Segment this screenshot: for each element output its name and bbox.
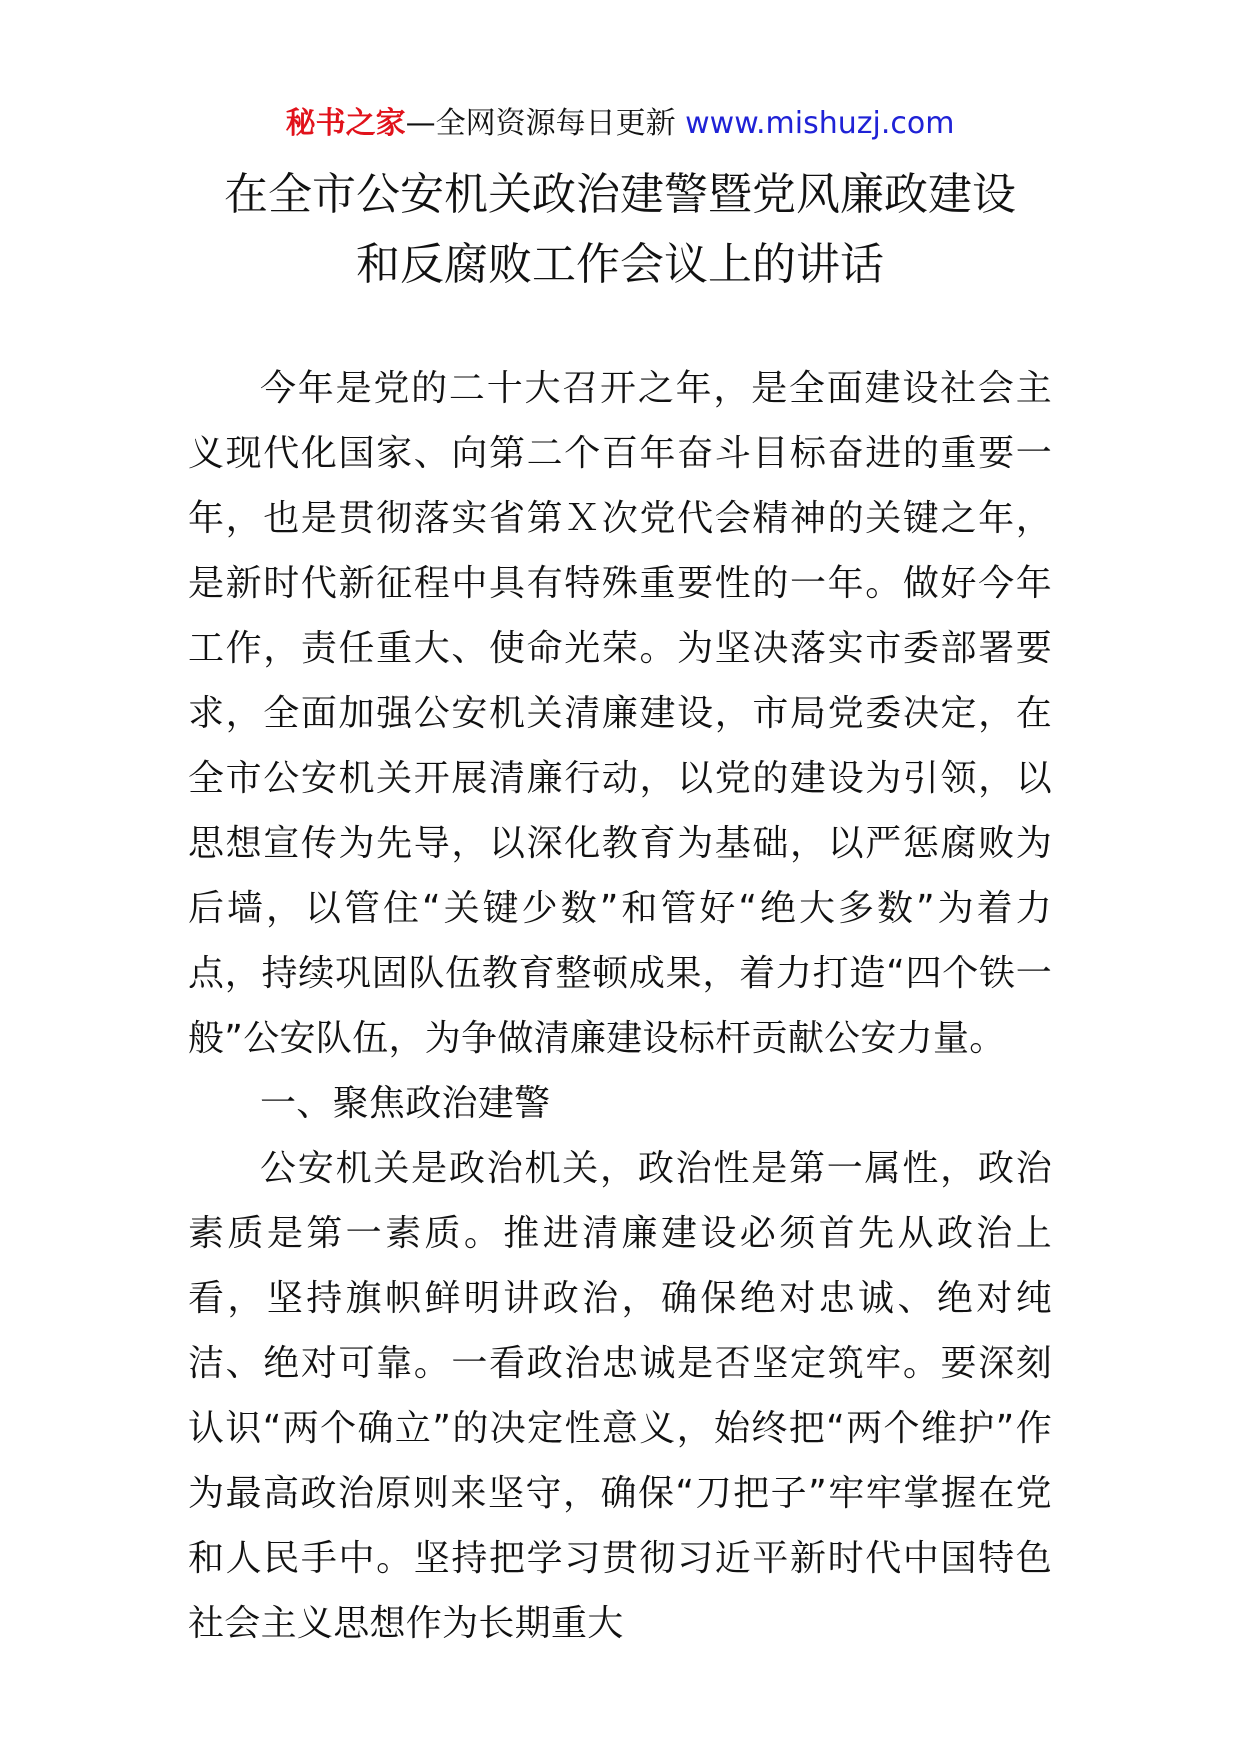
body-paragraph-1: 今年是党的二十大召开之年，是全面建设社会主义现代化国家、向第二个百年奋斗目标奋进的重要一年，也是贯彻落实省第Ｘ次党代会精神的关键之年，是新时代新征程中具有特殊重要性的一年。做好今年工作，责任重大、使命光荣。为坚决落实市委部署要求，全面加强公安机关清廉建设，市局党委决定，在全市公安机关开展清廉行动，以党的建设为引领，以思想宣传为先导，以深化教育为基础，以严惩腐败为后墙，以管住“关键少数”和管好“绝大多数”为着力点，持续巩固队伍教育整顿成果，着力打造“四个铁一般”公安队伍，为争做清廉建设标杆贡献公安力量。 <box>188 368 1052 1059</box>
document-body <box>188 356 1052 1656</box>
site-url[interactable]: www.mishuzj.com <box>685 106 955 141</box>
title-line-2: 和反腐败工作会议上的讲话 <box>356 239 884 290</box>
banner-slogan: —全网资源每日更新 <box>405 106 676 141</box>
body-paragraph-2: 公安机关是政治机关，政治性是第一属性，政治素质是第一素质。推进清廉建设必须首先从政治上看，坚持旗帜鲜明讲政治，确保绝对忠诚、绝对纯洁、绝对可靠。一看政治忠诚是否坚定筑牢。要深刻认识“两个确立”的决定性意义，始终把“两个维护”作为最高政治原则来坚守，确保“刀把子”牢牢掌握在党和人民手中。坚持把学习贯彻习近平新时代中国特色社会主义思想作为长期重大 <box>188 1148 1052 1644</box>
section-heading-1: 一、聚焦政治建警 <box>260 1083 551 1124</box>
site-banner <box>0 104 1240 144</box>
document-title <box>0 160 1240 300</box>
title-line-1: 在全市公安机关政治建警暨党风廉政建设 <box>224 169 1016 220</box>
brand-name: 秘书之家 <box>285 106 406 141</box>
